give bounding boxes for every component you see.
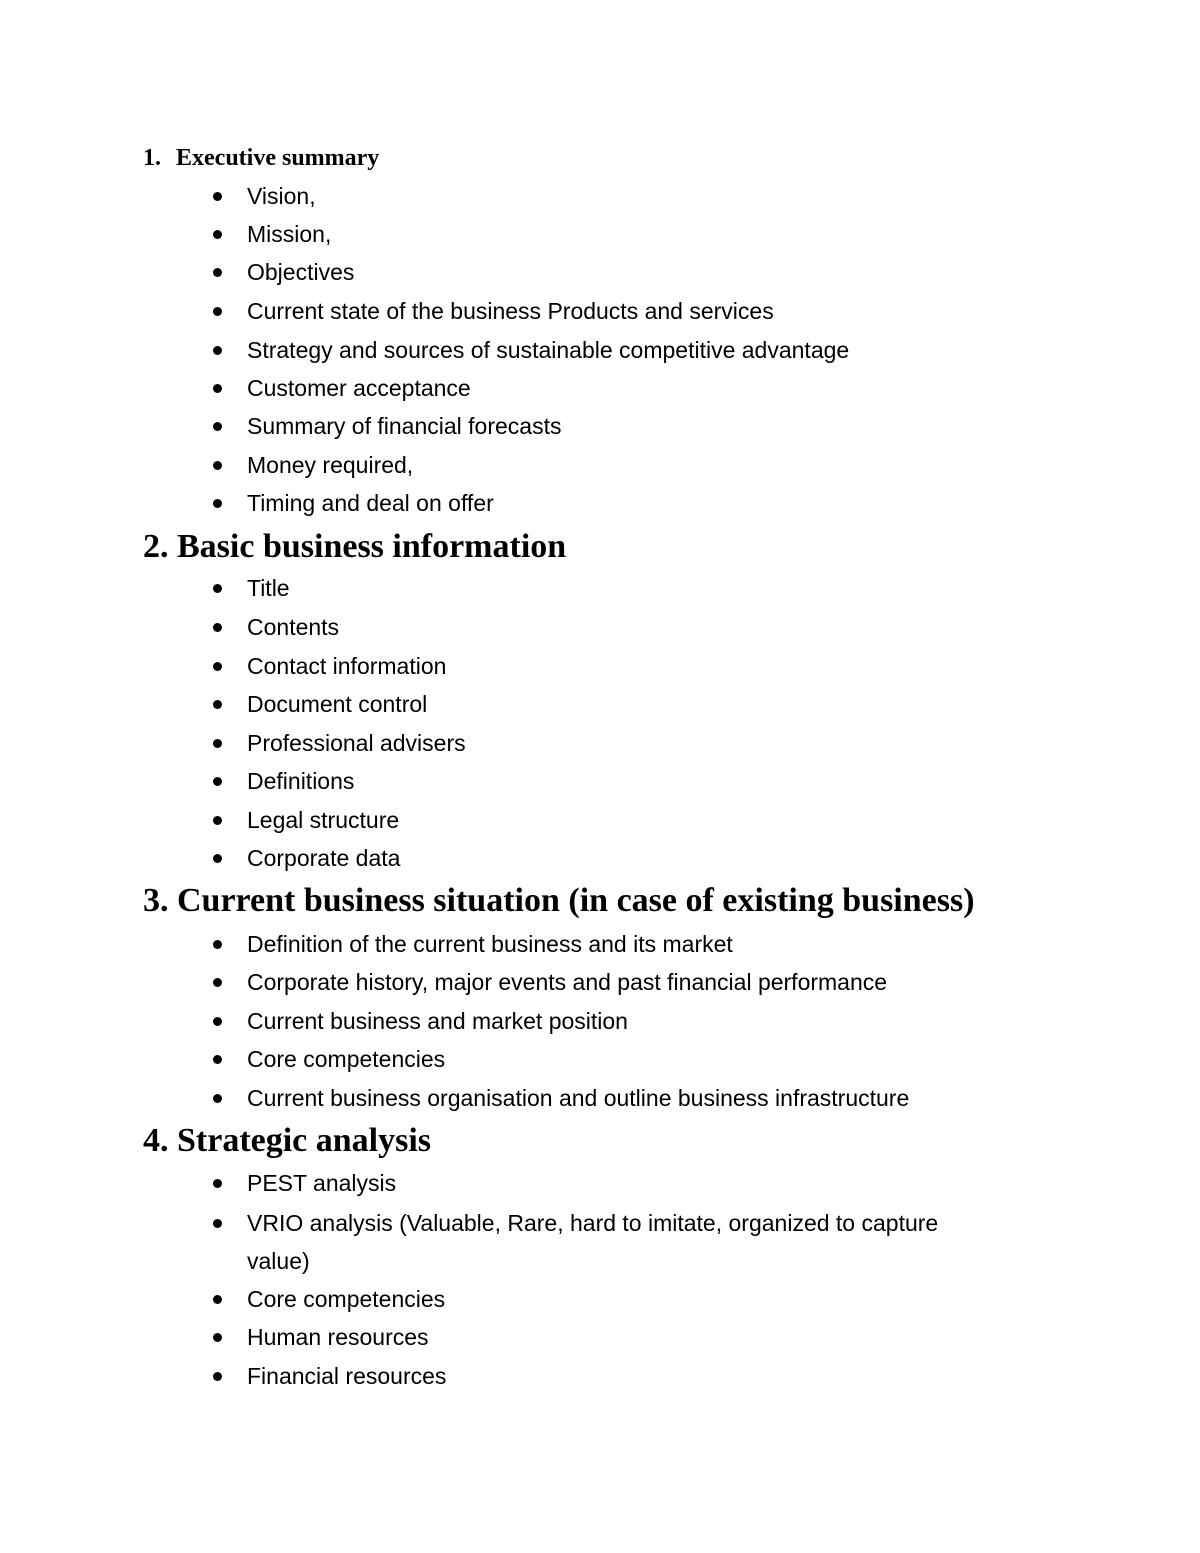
- section-heading-executive-summary: [143, 146, 379, 170]
- section-title: Executive summary: [176, 145, 380, 171]
- bullet-icon: [213, 1219, 222, 1228]
- list-item: Contact information: [247, 647, 446, 686]
- bullet-icon: [213, 1179, 222, 1188]
- bullet-icon: [213, 816, 222, 825]
- list-item: Legal structure: [247, 801, 399, 840]
- bullet-icon: [213, 192, 222, 201]
- bullet-icon: [213, 1094, 222, 1103]
- list-item: Financial resources: [247, 1357, 446, 1396]
- list-item: Corporate data: [247, 839, 400, 878]
- bullet-icon: [213, 499, 222, 508]
- section-title: Current business situation (in case of existing business): [177, 882, 975, 919]
- list-item: Definitions: [247, 762, 354, 801]
- list-item: PEST analysis: [247, 1164, 396, 1203]
- bullet-icon: [213, 978, 222, 987]
- section-number: 3.: [143, 882, 169, 919]
- list-item: VRIO analysis (Valuable, Rare, hard to imitate, organized to capture value): [247, 1204, 1007, 1280]
- section-heading-current-business-situation: [143, 884, 975, 918]
- section-heading-basic-business-information: [143, 530, 566, 564]
- bullet-icon: [213, 1295, 222, 1304]
- list-item: Current state of the business Products and services: [247, 292, 774, 331]
- list-item: Objectives: [247, 253, 354, 292]
- list-item: Definition of the current business and its market: [247, 925, 733, 964]
- bullet-icon: [213, 584, 222, 593]
- bullet-icon: [213, 1333, 222, 1342]
- list-item: Money required,: [247, 446, 413, 485]
- section-number: 1.: [143, 145, 161, 171]
- bullet-icon: [213, 777, 222, 786]
- bullet-icon: [213, 700, 222, 709]
- bullet-icon: [213, 854, 222, 863]
- bullet-icon: [213, 1055, 222, 1064]
- bullet-icon: [213, 230, 222, 239]
- list-item: Human resources: [247, 1318, 429, 1357]
- bullet-icon: [213, 346, 222, 355]
- list-item: Customer acceptance: [247, 369, 471, 408]
- list-item: Contents: [247, 608, 339, 647]
- list-item: Document control: [247, 685, 427, 724]
- bullet-icon: [213, 623, 222, 632]
- list-item: Vision,: [247, 177, 316, 216]
- bullet-icon: [213, 461, 222, 470]
- section-title: Strategic analysis: [177, 1122, 432, 1159]
- list-item: Title: [247, 569, 290, 608]
- section-title: Basic business information: [177, 528, 567, 565]
- list-item: Current business organisation and outline business infrastructure: [247, 1079, 909, 1118]
- section-heading-strategic-analysis: [143, 1124, 431, 1158]
- list-item: Professional advisers: [247, 724, 466, 763]
- list-item: Current business and market position: [247, 1002, 628, 1041]
- bullet-icon: [213, 268, 222, 277]
- list-item: Timing and deal on offer: [247, 484, 494, 523]
- list-item: Summary of financial forecasts: [247, 407, 561, 446]
- section-number: 4.: [143, 1122, 169, 1159]
- bullet-icon: [213, 1372, 222, 1381]
- bullet-icon: [213, 662, 222, 671]
- bullet-icon: [213, 940, 222, 949]
- list-item: Core competencies: [247, 1280, 445, 1319]
- list-item: Corporate history, major events and past financial performance: [247, 963, 887, 1002]
- bullet-icon: [213, 1017, 222, 1026]
- section-number: 2.: [143, 528, 169, 565]
- bullet-icon: [213, 422, 222, 431]
- list-item: Strategy and sources of sustainable competitive advantage: [247, 331, 849, 370]
- list-item: Mission,: [247, 215, 331, 254]
- bullet-icon: [213, 307, 222, 316]
- bullet-icon: [213, 384, 222, 393]
- list-item: Core competencies: [247, 1040, 445, 1079]
- bullet-icon: [213, 739, 222, 748]
